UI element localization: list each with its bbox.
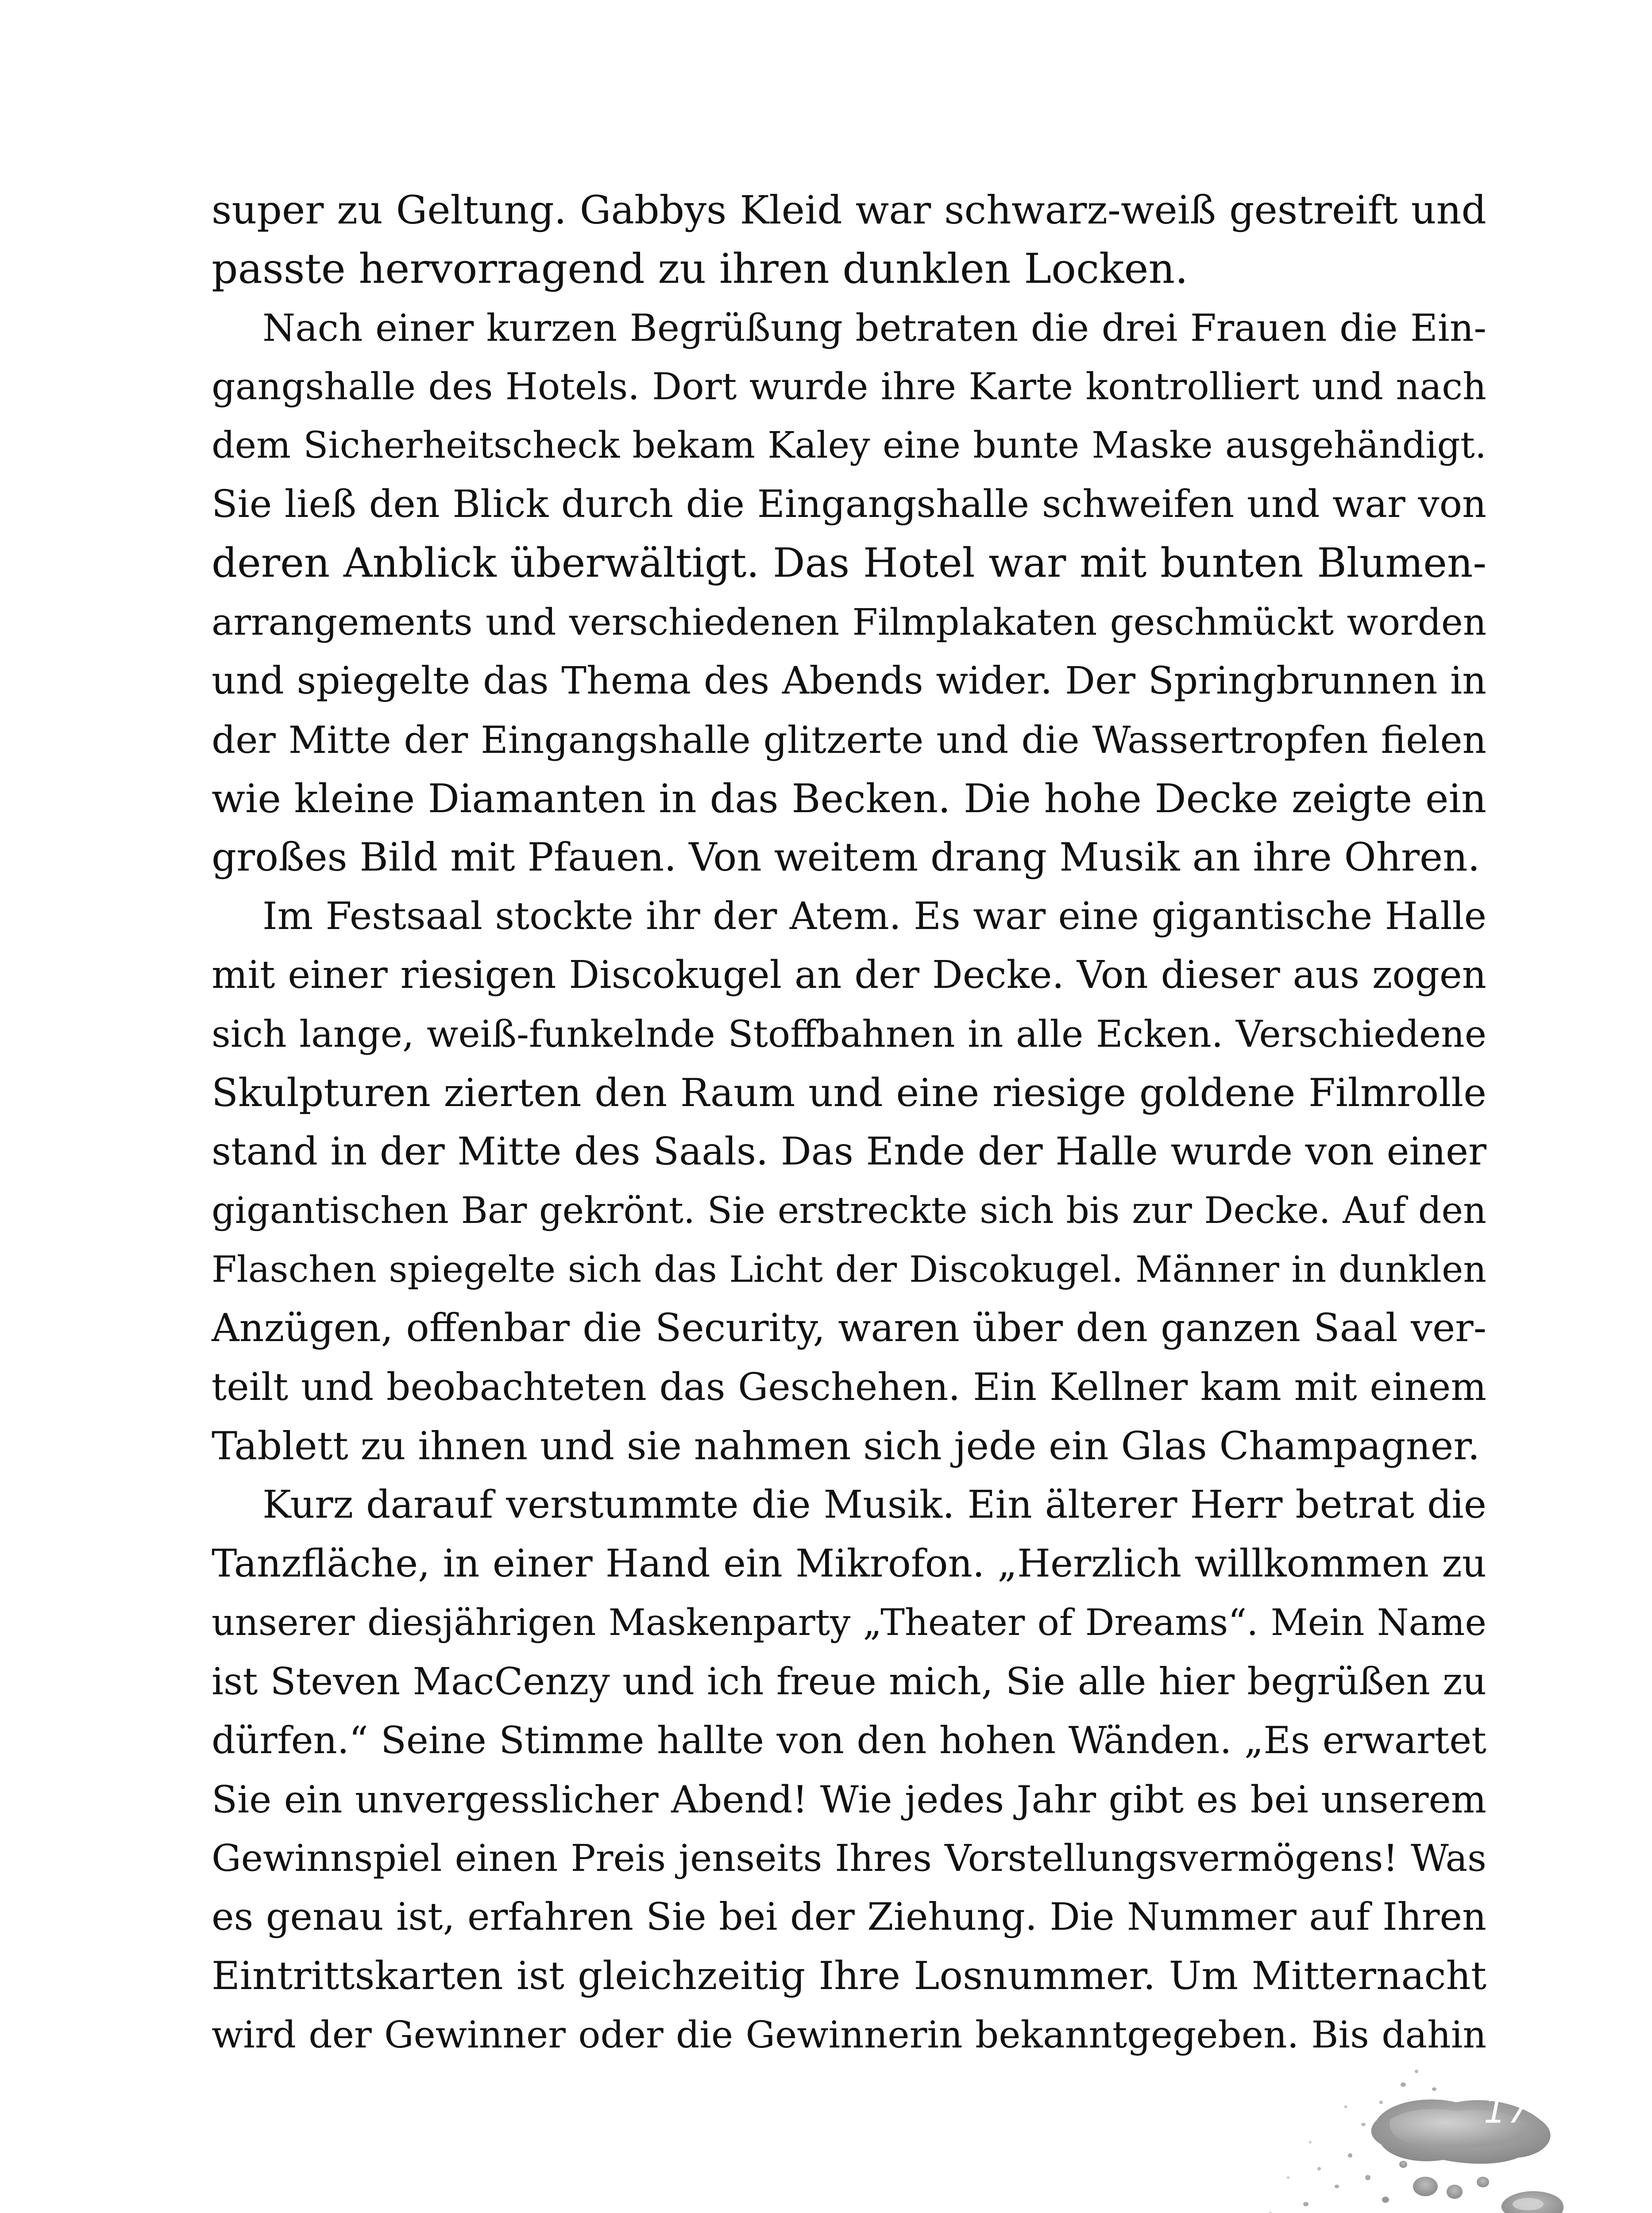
text-line: Sie ein unvergesslicher Abend! Wie jedes Jahr gibt es bei unserem <box>212 1777 1486 1821</box>
text-line: es genau ist, erfahren Sie bei der Ziehung. Die Nummer auf Ihren <box>212 1895 1486 1939</box>
text-line: gigantischen Bar gekrönt. Sie erstreckte sich bis zur Decke. Auf den <box>212 1190 1486 1232</box>
text-line: Skulpturen zierten den Raum und eine riesige goldene Filmrolle <box>212 1070 1486 1115</box>
text-line: Nach einer kurzen Begrüßung betraten die drei Frauen die Ein- <box>262 306 1486 350</box>
text-line: Flaschen spiegelte sich das Licht der Discokugel. Männer in dunklen <box>212 1249 1486 1291</box>
text-line: arrangements und verschiedenen Filmplakaten geschmückt worden <box>212 601 1486 644</box>
text-line: super zu Geltung. Gabbys Kleid war schwarz-weiß gestreift und <box>212 187 1486 233</box>
text-line: passte hervorragend zu ihren dunklen Locken. <box>212 245 1188 293</box>
body-text <box>212 181 1486 2064</box>
text-line: Im Festsaal stockte ihr der Atem. Es war eine gigantische Halle <box>262 894 1486 938</box>
text-line: Anzügen, offenbar die Security, waren über den ganzen Saal ver- <box>212 1306 1486 1350</box>
text-line: teilt und beobachteten das Geschehen. Ein Kellner kam mit einem <box>212 1365 1486 1409</box>
text-line: ist Steven MacCenzy und ich freue mich, Sie alle hier begrüßen zu <box>212 1660 1486 1703</box>
text-line: gangshalle des Hotels. Dort wurde ihre Karte kontrolliert und nach <box>212 365 1486 408</box>
text-line: Eintrittskarten ist gleichzeitig Ihre Losnummer. Um Mitternacht <box>212 1953 1486 1998</box>
text-line: Tablett zu ihnen und sie nahmen sich jede ein Glas Champagner. <box>212 1423 1480 1469</box>
text-line: und spiegelte das Thema des Abends wider. Der Springbrunnen in <box>212 659 1486 703</box>
text-line: unserer diesjährigen Maskenparty „Theater of Dreams“. Mein Name <box>212 1602 1486 1644</box>
text-line: Gewinnspiel einen Preis jenseits Ihres Vorstellungsvermögens! Was <box>212 1837 1486 1880</box>
text-line: sich lange, weiß-funkelnde Stoffbahnen in alle Ecken. Verschiedene <box>212 1013 1486 1056</box>
text-line: großes Bild mit Pfauen. Von weitem drang Musik an ihre Ohren. <box>212 835 1480 880</box>
page-number: 17 <box>1484 2091 1532 2131</box>
text-line: Tanzfläche, in einer Hand ein Mikrofon. „Herzlich willkommen zu <box>212 1542 1486 1586</box>
text-line: der Mitte der Eingangshalle glitzerte und die Wassertropfen fielen <box>212 718 1486 762</box>
text-line: dürfen.“ Seine Stimme hallte von den hohen Wänden. „Es erwartet <box>212 1719 1486 1762</box>
text-line: Sie ließ den Blick durch die Eingangshalle schweifen und war von <box>212 482 1486 526</box>
text-line: wird der Gewinner oder die Gewinnerin bekanntgegeben. Bis dahin <box>212 2013 1486 2056</box>
water-splash-icon <box>1257 2054 1576 2213</box>
text-line: Kurz darauf verstummte die Musik. Ein älterer Herr betrat die <box>262 1483 1486 1527</box>
text-line: dem Sicherheitscheck bekam Kaley eine bunte Maske ausgehändigt. <box>212 424 1486 467</box>
text-line: wie kleine Diamanten in das Becken. Die hohe Decke zeigte ein <box>212 776 1486 821</box>
text-line: deren Anblick überwältigt. Das Hotel war mit bunten Blumen- <box>212 540 1486 586</box>
text-line: stand in der Mitte des Saals. Das Ende der Halle wurde von einer <box>212 1130 1486 1174</box>
text-line: mit einer riesigen Discokugel an der Decke. Von dieser aus zogen <box>212 953 1486 997</box>
